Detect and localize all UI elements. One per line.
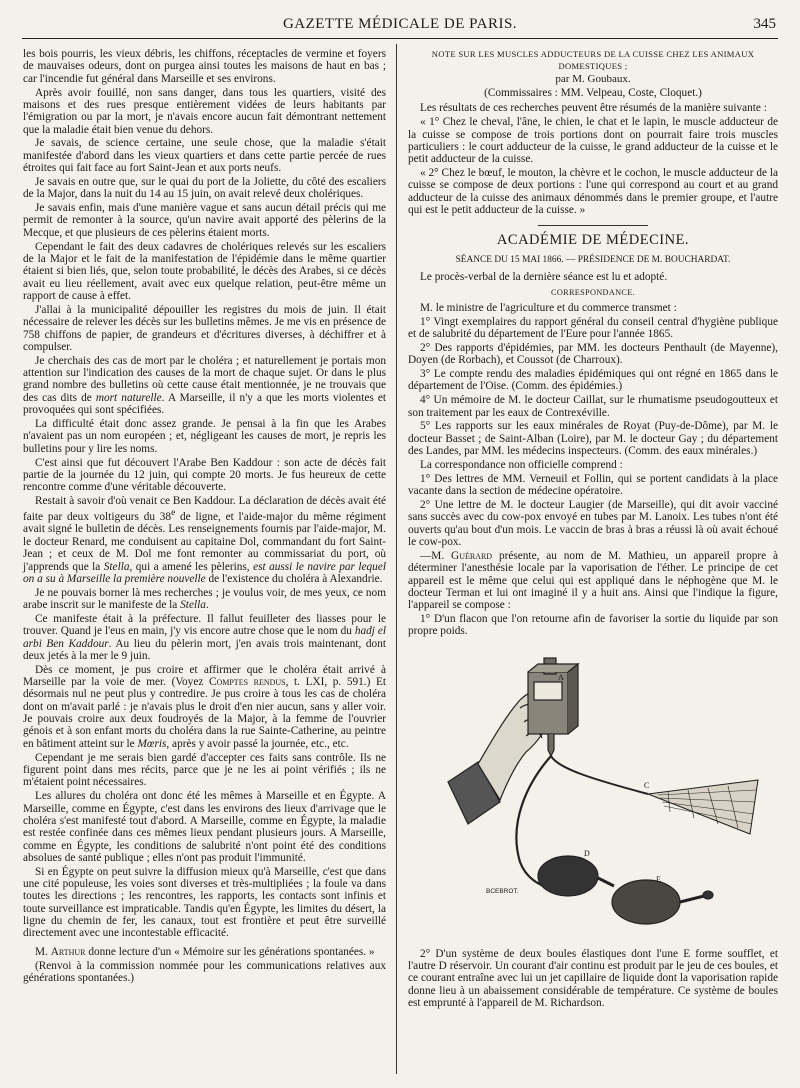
paragraph: Restait à savoir d'où venait ce Ben Kaddour. La déclaration de décès avait été faite par deux voltigeurs du 38e de ligne, et l'aide-major du même régiment avait signé le bulletin de décès. Les renseignements fournis par l'aide-major, M. le docteur Renard, me conduisent au capitaine Dol, commandant du fort Saint-Jean ; et ceux de M. Dol me font remonter au commissariat du port, où j'apprends que la Stella, qui a amené les pèlerins, est aussi le navire par lequel on a su à Marseille la première nouvelle de l'existence du choléra à Alexandrie. — [23, 495, 386, 585]
section-separator — [538, 225, 648, 226]
page-number: 345 — [753, 16, 776, 32]
ether-apparatus-illustration — [408, 652, 778, 942]
paragraph: M. le ministre de l'agriculture et du commerce transmet : — [420, 301, 677, 314]
paragraph: Les résultats de ces recherches peuvent être résumés de la manière suivante : — [420, 102, 767, 115]
apparatus-figure — [408, 652, 778, 942]
label-e: E — [656, 874, 661, 884]
paragraph: 5° Les rapports sur les eaux minérales de Royat (Puy-de-Dôme), par M. le docteur Basset ; de Saint-Alban (Loire), par M. le docteur Gay ; du département des Landes, par MM. les médecins inspecteurs. (Comm. des eaux minérales.) — [408, 420, 778, 458]
paragraph: La difficulté était donc assez grande. Je pensai à la fin que les Arabes n'avaient pas un nom européen ; et, négligeant les causes de mort, je repris les bulletins pour y lire les noms. — [23, 417, 386, 455]
section-title: ACADÉMIE DE MÉDECINE. — [496, 232, 690, 249]
paragraph: Le procès-verbal de la dernière séance est lu et adopté. — [420, 271, 668, 284]
session-line: SÉANCE DU 15 MAI 1866. — PRÉSIDENCE DE M. BOUCHARDAT. — [455, 254, 731, 265]
reservoir-bulb-d — [538, 856, 598, 896]
paragraph: La correspondance non officielle comprend : — [420, 458, 623, 471]
paragraph: (Renvoi à la commission nommée pour les communications relatives aux générations spontanées.) — [23, 959, 386, 985]
paragraph: 2° Une lettre de M. le docteur Laugier (de Marseille), qui dit avoir vacciné sans succès avec du cow-pox envoyé en tubes par M. Lanoix. Les tubes n'ont été ouverts qu'au bout d'un mois. Le vaccin de bras à bras a réussi là où avait échoué le cow-pox. — [408, 499, 778, 549]
paragraph: « 1° Chez le cheval, l'âne, le chien, le chat et le lapin, le muscle adducteur de la cuisse se compose de trois portions dont on pourrait faire trois muscles particuliers : le court adducteur de la cuisse, le grand adducteur de la cuisse et le petit adducteur de la cuisse. — [408, 116, 778, 166]
paragraph: 4° Un mémoire de M. le docteur Caillat, sur le rhumatisme pseudogoutteux et son traitement par les eaux de Contrexéville. — [408, 394, 778, 419]
running-title: GAZETTE MÉDICALE DE PARIS. — [282, 16, 518, 32]
paragraph: Je savais, de science certaine, une seule chose, que la maladie s'était manifestée d'abord dans les vieux quartiers et dans cette partie percée de rues étroites qui fait face au fort Saint-Jean et aux ports neufs. — [23, 137, 386, 175]
spray-cone — [648, 780, 758, 834]
paragraph: Dès ce moment, je pus croire et affirmer que le choléra était arrivé à Marseille par la voie de mer. (Voyez Comptes rendus, t. LXI, p. 591.) Et désormais nul ne peut plus y contredire. Je pus croire à tous les cas de choléra dont on m'avait parlé : je n'avais plus le droit d'en nier aucun, sans y aller voir. Je pouvais croire aux deux foudroyés de la Major, à la femme de l'ouvrier génois et à son enfant morts du choléra dans la rue Sainte-Catherine, au peintre en bâtiment atteint sur le Mœris, après y avoir passé la journée, etc., etc. — [23, 663, 386, 750]
paragraph: Je savais enfin, mais d'une manière vague et sans aucun détail précis qui me permit de remonter à la source, qu'un navire avait apporté des pèlerins de la Mecque, et que plusieurs de ces pèlerins étaient morts. — [23, 202, 386, 239]
paragraph: Les allures du choléra ont donc été les mêmes à Marseille et en Égypte. A Marseille, comme en Égypte, c'est dans les environs des lieux d'arrivage que le choléra s'est manifesté tout d'abord. A Marseille, comme en Égypte, la maladie est restée confinée dans ces mêmes lieux pendant plusieurs jours. A Marseille, comme en Égypte, les conditions de salubrité n'ont point été des conditions absolues de santé publique ; elles n'ont pas produit l'immunité. — [23, 790, 386, 864]
column-divider — [396, 44, 397, 1074]
note-author: par M. Goubaux. — [555, 72, 631, 85]
paragraph: —M. Guérard présente, au nom de M. Mathieu, un appareil propre à déterminer l'anesthésie locale par la vaporisation de l'éther. Le principe de cet appareil est le même que celui qui est appliqué dans le néphogène que M. le docteur Terman et lui ont imaginé il y a huit ans. Ainsi que l'indique la figure, l'appareil se compose : — [408, 549, 779, 612]
subheading: CORRESPONDANCE. — [550, 287, 636, 297]
paragraph: 2° Des rapports d'épidémies, par MM. les docteurs Penthault (de Mayenne), Doyen (de Rorbach), et Coussot (de Charroux). — [408, 341, 778, 367]
paragraph: Je cherchais des cas de mort par le choléra ; et naturellement je portais mon attention sur l'indication des causes de la mort de chaque sujet. Or dans le plus grand nombre des bulletins où cette cause était mentionnée, je ne trouvais que des cas dits de mort naturelle. A Marseille, il n'y a que les morts violentes et provoquées qui sont spécifiées. — [23, 354, 386, 417]
figure-credit: BCEBROT. — [486, 887, 519, 895]
page-header — [22, 14, 778, 39]
paragraph: Je savais en outre que, sur le quai du port de la Joliette, du côté des escaliers de la Major, dans la nuit du 14 au 15 juin, on avait relevé deux cholériques. — [23, 175, 386, 201]
paragraph: 3° Le compte rendu des maladies épidémiques qui ont régné en 1865 dans le département de l'Oise. (Comm. des épidémies.) — [408, 368, 778, 393]
label-c: C — [644, 780, 650, 790]
paragraph: M. Arthur donne lecture d'un « Mémoire sur les générations spontanées. » — [35, 945, 375, 958]
right-column — [408, 48, 778, 1011]
paragraph: les bois pourris, les vieux débris, les chiffons, réceptacles de vermine et foyers de mauvaises odeurs, dont on purgea ainsi toutes les maisons de haut en bas ; car l'incendie fut général dans Marseille et ses environs. — [23, 48, 386, 85]
paragraph: Cependant je me serais bien gardé d'accepter ces faits sans contrôle. Ils ne figurent point dans mes récits, parce que je ne les ai point vérifiés ; ils ne m'étaient point nécessaires. — [23, 751, 386, 789]
paragraph: 2° D'un système de deux boules élastiques dont l'une E forme soufflet, et l'autre D réservoir. Un courant d'air continu est produit par le jeu de ces boules, et ce courant entraîne avec lui un jet capillaire de liquide dont la vaporisation rapide donne lieu à un abaissement considérable de température. Ce système de boules est emprunté à l'appareil de M. Richardson. — [408, 947, 778, 1010]
label-d: D — [584, 848, 590, 858]
left-column — [23, 48, 386, 986]
paragraph: 1° D'un flacon que l'on retourne afin de favoriser la sortie du liquide par son propre poids. — [408, 613, 778, 638]
paragraph: Si en Égypte on peut suivre la diffusion mieux qu'à Marseille, c'est que dans une cité populeuse, les voies sont diverses et très-multipliées ; la foule va dans toutes les directions ; les rencontres, les rapports, les contacts sont infinis et toute surveillance est impraticable. Tandis qu'en Égypte, les limites du désert, la ligne du chemin de fer, les canaux, tout est frontière et peut être surveillé directement avec une incontestable efficacité. — [23, 865, 386, 940]
bellows-bulb-e — [612, 880, 680, 924]
paragraph: Ce manifeste était à la préfecture. Il fallut feuilleter des liasses pour le trouver. Quand je l'eus en main, j'y vis encore autre chose que le nom du hadj el arbi Ben Kaddour. Au lieu du pèlerin mort, j'en avais trois maintenant, dont deux jetés à la mer le 9 juin. — [23, 612, 387, 662]
paragraph: Je ne pouvais borner là mes recherches ; je voulus voir, de mes yeux, ce nom arabe inscrit sur le manifeste de la Stella. — [23, 586, 386, 612]
paragraph: « 2° Chez le bœuf, le mouton, la chèvre et le cochon, le muscle adducteur de la cuisse se compose de deux portions : l'une qui correspond au court et au grand adducteur de la cuisse des animaux dénommés dans le premier groupe, et l'autre qui est le petit adducteur de la cuisse. » — [408, 167, 778, 217]
note-title: NOTE SUR LES MUSCLES ADDUCTEURS DE LA CUISSE CHEZ LES ANIMAUX DOMESTIQUES ; — [431, 49, 755, 72]
label-a: A — [558, 672, 564, 682]
paragraph: J'allai à la municipalité dépouiller les registres du mois de juin. Il était nécessaire de relever les décès sur les bulletins mêmes. Je me vis en présence de 758 chiffons de papier, de grandeurs et d'écritures diverses, à déchiffrer et à compulser. — [23, 303, 386, 353]
paragraph: C'est ainsi que fut découvert l'Arabe Ben Kaddour : son acte de décès fait partie de la journée du 12 juin, qui compte 20 morts. Je fus heureux de cette rencontre comme d'une véritable découverte. — [23, 456, 386, 494]
paragraph: 1° Des lettres de MM. Verneuil et Follin, qui se portent candidats à la place vacante dans la section de médecine opératoire. — [408, 472, 778, 498]
paragraph: Cependant le fait des deux cadavres de cholériques relevés sur les escaliers de la Major et le fait de la manifestation de l'épidémie dans le même quartier étaient si bien liés, que, selon toute probabilité, le décès des Arabes, si ce décès avait eu lieu réellement, avait avec eux quelque relation, peut-être même un rapport de cause à effet. — [23, 240, 386, 303]
paragraph: 1° Vingt exemplaires du rapport général du conseil central d'hygiène publique et de salubrité du département de l'Eure pour l'année 1865. — [408, 315, 778, 341]
commissaires-line: (Commissaires : MM. Velpeau, Coste, Cloquet.) — [484, 87, 702, 100]
paragraph: Après avoir fouillé, non sans danger, dans tous les quartiers, visité des maisons et des rues presque entièrement vidées de leurs habitants par l'émigration ou par la mort, je n'avais encore aucun fait démontrant nettement que la maladie était bien venue du dehors. — [23, 86, 386, 136]
